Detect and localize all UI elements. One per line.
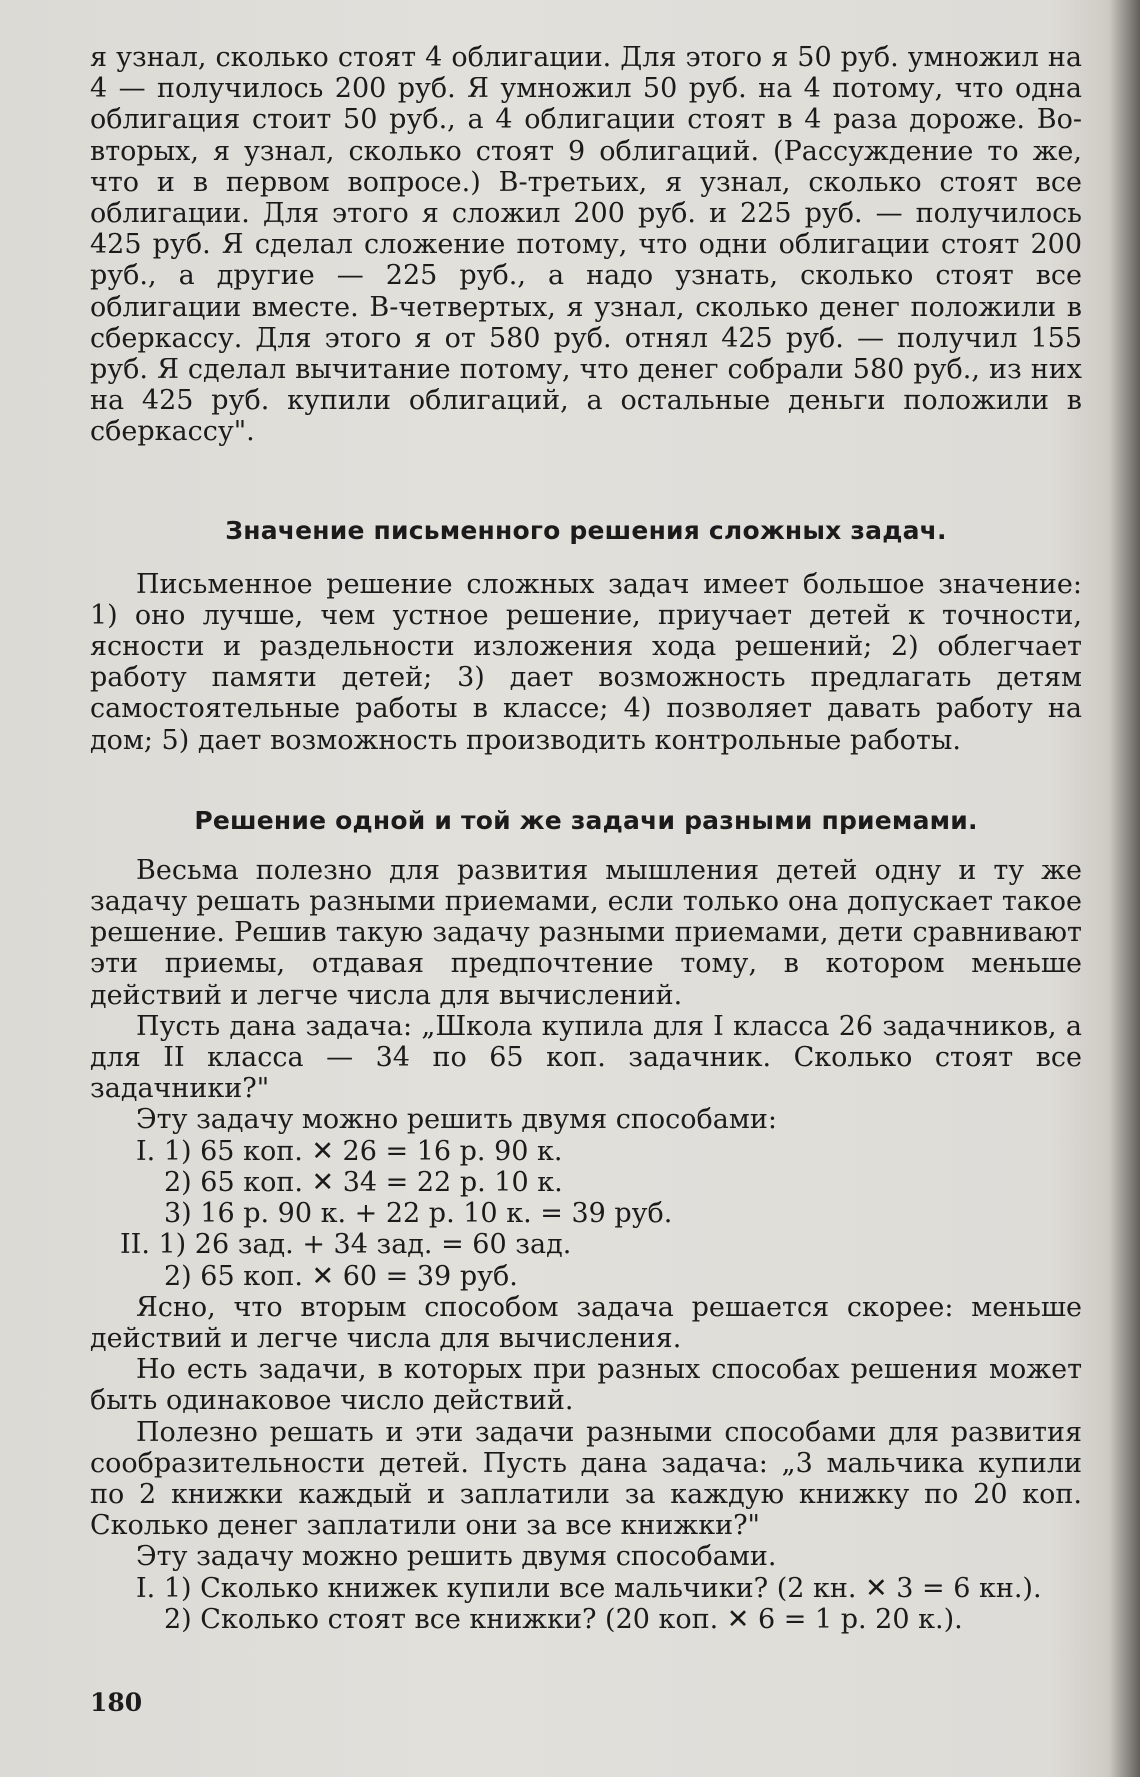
section2-paragraph-1: Весьма полезно для развития мышления детей одну и ту же задачу решать разными приемами, если только она допускает такое решение. Решив такую задачу разными приемами, дети сравнивают эти приемы, отдавая предпочтение тому, в котором меньше действий и легче числа для вычислений. xyxy=(90,854,1082,1011)
solution-1-line-2: 2) 65 коп. ✕ 34 = 22 р. 10 к. xyxy=(164,1166,563,1198)
solution-1-line-3: 3) 16 р. 90 к. + 22 р. 10 к. = 39 руб. xyxy=(164,1198,673,1230)
page-number: 180 xyxy=(90,1688,143,1717)
solution-1-line-1: I. 1) 65 коп. ✕ 26 = 16 р. 90 к. xyxy=(136,1135,563,1167)
section2-paragraph-3: Эту задачу можно решить двумя способами: xyxy=(136,1104,777,1136)
section-heading-written-solution: Значение письменного решения сложных задач. xyxy=(225,515,947,545)
page-content xyxy=(90,42,1082,1635)
section2-paragraph-5: Но есть задачи, в которых при разных способах решения может быть одинаковое число действий. xyxy=(90,1354,1082,1417)
section2-paragraph-6: Полезно решать и эти задачи разными способами для развития сообразительности детей. Пусть дана задача: „3 мальчика купили по 2 книжки каждый и заплатили за каждую книжку по 20 коп. Сколько денег заплатили они за все книжки?" xyxy=(90,1416,1082,1542)
section2-paragraph-2: Пусть дана задача: „Школа купила для I класса 26 задачников, а для II класса — 34 по 65 коп. задачник. Сколько стоят все задачники?" xyxy=(90,1010,1082,1105)
section2-paragraph-7: Эту задачу можно решить двумя способами. xyxy=(136,1541,777,1573)
intro-paragraph: я узнал, сколько стоят 4 облигации. Для этого я 50 руб. умножил на 4 — получилось 200 руб. Я умножил 50 руб. на 4 потому, что одна облигация стоит 50 руб., а 4 облигации стоят в 4 раза дороже. Во-вторых, я узнал, сколько стоят 9 облигаций. (Рассуждение то же, что и в первом вопросе.) В-третьих, я узнал, сколько стоят все облигации. Для этого я сложил 200 руб. и 225 руб. — получилось 425 руб. Я сделал сложение потому, что одни облигации стоят 200 руб., а другие — 225 руб., а надо узнать, сколько стоят все облигации вместе. В-четвертых, я узнал, сколько денег положили в сберкассу. Для этого я от 580 руб. отнял 425 руб. — получил 155 руб. Я сделал вычитание потому, что денег собрали 580 руб., из них на 425 руб. купили облигаций, а остальные деньги положили в сберкассу". xyxy=(90,42,1082,448)
page-edge-shadow xyxy=(1110,0,1140,1777)
solution-3-line-2: 2) Сколько стоят все книжки? (20 коп. ✕ 6 = 1 р. 20 к.). xyxy=(164,1603,963,1635)
solution-2-line-2: 2) 65 коп. ✕ 60 = 39 руб. xyxy=(164,1260,518,1292)
section1-paragraph: Письменное решение сложных задач имеет большое значение: 1) оно лучше, чем устное решение, приучает детей к точности, ясности и раздельности изложения хода решений; 2) облегчает работу памяти детей; 3) дает возможность предлагать детям самостоятельные работы в классе; 4) позволяет давать работу на дом; 5) дает возможность производить контрольные работы. xyxy=(90,568,1082,756)
section-heading-different-methods: Решение одной и той же задачи разными приемами. xyxy=(194,805,978,835)
solution-3-line-1: I. 1) Сколько книжек купили все мальчики? (2 кн. ✕ 3 = 6 кн.). xyxy=(136,1572,1042,1604)
solution-2-line-1: II. 1) 26 зад. + 34 зад. = 60 зад. xyxy=(120,1229,572,1261)
section2-paragraph-4: Ясно, что вторым способом задача решается скорее: меньше действий и легче числа для вычисления. xyxy=(90,1291,1082,1354)
